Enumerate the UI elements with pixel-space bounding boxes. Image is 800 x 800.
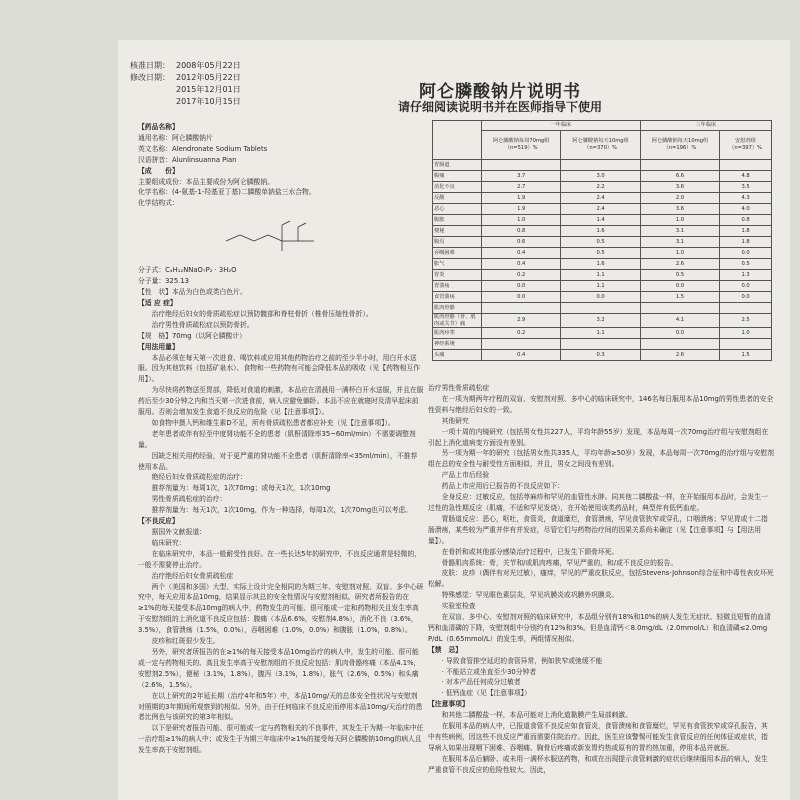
- table-cell: [640, 160, 719, 171]
- row-label: 胃溃疡: [433, 281, 482, 292]
- table-cell: 3.6: [640, 182, 719, 193]
- table-cell: 3.5: [720, 182, 772, 193]
- structure-label: 化学结构式：: [138, 199, 179, 208]
- table-row: [433, 350, 772, 361]
- caution-paragraph: 和其他二膦酸盐一样，本品可能对上消化道黏膜产生局部刺激。: [441, 711, 632, 720]
- table-row: [433, 328, 772, 339]
- revision-row: [130, 72, 241, 84]
- group-one-year: 一年临床: [482, 121, 641, 131]
- table-cell: 1.0: [720, 328, 772, 339]
- table-cell: [561, 303, 640, 314]
- molecular-formula: 分子式：C₄H₁₂NNaO₇P₂ · 3H₂O: [138, 266, 237, 275]
- row-label: 腹痛: [433, 171, 482, 182]
- row-label: 便秘: [433, 226, 482, 237]
- table-cell: 1.3: [720, 270, 772, 281]
- revision-date: 2017年10月15日: [176, 97, 241, 106]
- male-section-head: 治疗男性骨质疏松症: [428, 384, 490, 392]
- table-cell: [561, 339, 640, 350]
- usage-paragraph: 如食物中摄入钙和维生素D不足，所有骨质疏松患者都应补充（见【注意事项】）。: [151, 418, 395, 427]
- adverse-paragraph: 另外，研究者所报告的在≥1%的每天接受本品10mg治疗的病人中，发生的可能、很可能或一定与药物相关的、高且发生率高于安慰剂组的不良反应包括：肌肉骨骼疼痛（本品4.1%，安慰剂2.5%），便秘（3.1%，1.8%），腹泻（3.1%，1.8%），胀气（2.6%，0.5%）和头痛（2.6%，1.5%）。: [138, 647, 421, 689]
- table-cell: 1.0: [482, 215, 561, 226]
- adverse-paragraph: 据国外文献报道：: [151, 528, 206, 536]
- section-spec: 【规 格】70mg（以阿仑膦酸计）: [138, 331, 246, 340]
- col-header-daily10-a: 阿仑膦酸钠每天10mg组（n=370）%: [561, 131, 640, 160]
- section-caution: 【注意事项】: [428, 700, 469, 709]
- table-header-row: [433, 131, 772, 160]
- row-label: 肌肉痉挛: [433, 328, 482, 339]
- table-cell: 1.8: [720, 237, 772, 248]
- table-cell: 0.5: [561, 237, 640, 248]
- table-row: [433, 237, 772, 248]
- group-three-year: 三年临床: [640, 121, 771, 131]
- revision-label: [130, 84, 176, 96]
- table-row: [433, 193, 772, 204]
- table-cell: 1.5: [720, 350, 772, 361]
- table-row: [433, 281, 772, 292]
- usage-paragraph: 为尽快将药物送至胃部，降低对食道的刺激，本品应在清晨用一满杯白开水送服，并且在服药后至少30分钟之内和当天第一次进食前，病人应避免躺卧。本品不应在就寝时及清早起床前服用。否则会增加发生食道不良反应的危险（见【注意事项】）。: [138, 386, 424, 417]
- table-cell: 1.9: [482, 193, 561, 204]
- row-label: 腹胀: [433, 215, 482, 226]
- section-adverse: 【不良反应】: [138, 517, 179, 526]
- taboo-item: [428, 667, 774, 678]
- col-header-daily10-b: 阿仑膦酸钠每天10mg组（n=196）%: [640, 131, 719, 160]
- document-title: 阿仑膦酸钠片说明书: [419, 82, 581, 102]
- table-cell: 0.5: [720, 259, 772, 270]
- table-cell: 2.9: [482, 314, 561, 328]
- table-cell: 0.4: [482, 259, 561, 270]
- table-cell: 3.2: [561, 314, 640, 328]
- row-label: 吞咽困难: [433, 248, 482, 259]
- table-cell: [482, 339, 561, 350]
- adverse-paragraph: 在以上研究的2年延长期（治疗4年和5年）中，本品10mg/天的总体安全性状况与安慰剂对照期的3年期间所观察到的相似。另外，由于任何临床不良反应而停用本品10mg/天治疗的患者比例也与该研究的第3年相似。: [138, 691, 423, 722]
- table-cell: [720, 339, 772, 350]
- section-taboo: 【禁 忌】: [428, 645, 462, 654]
- table-cell: 0.5: [640, 270, 719, 281]
- row-label: 反酸: [433, 193, 482, 204]
- adverse-paragraph: 皮疹和红斑很少发生。: [151, 637, 220, 646]
- row-label: 腹泻: [433, 237, 482, 248]
- revision-row: [130, 84, 241, 96]
- bullet-icon: ·: [441, 678, 446, 687]
- right-paragraph: 实验室检查: [441, 602, 476, 611]
- right-paragraph: 在双盲、多中心、安慰剂对照的临床研究中，本品组分别有18%和10%的病人发生无症状、轻微且短暂的血清钙和血清磷的下降，安慰剂组中分别约有12%和3%。但是血清钙＜8.0mg/dL（2.0mmol/L）和血清磷≤2.0mg P/dL（0.65mmol/L）的发生率，两组情况相似。: [428, 613, 771, 643]
- right-paragraph: 皮肤：皮疹（偶伴有对光过敏），瘙痒，罕见的严重皮肤反应，包括Stevens-Johnson综合征和中毒性表皮坏死松解。: [428, 569, 774, 589]
- right-paragraph: 全身反应：过敏反应，包括荨麻疹和罕见的血管性水肿。同其他二膦酸盐一样，在开始服用本品时，会发生一过性的急性期反应（肌痛，不适和罕见发烧），在开始使用该类药品时，典型伴有低钙血症。: [428, 493, 768, 512]
- table-cell: 2.2: [561, 182, 640, 193]
- bullet-icon: ·: [441, 689, 446, 698]
- right-paragraph: 一项十周的内镜研究（包括男女性共227人，平均年龄55岁）发现，本品每周一次70mg治疗组与安慰剂组在引起上消化道病变方面没有差别。: [428, 427, 769, 447]
- row-label: 胃肠道: [433, 160, 482, 171]
- table-cell: [482, 160, 561, 171]
- col-header-placebo: 安慰剂组（n=397）%: [720, 131, 772, 160]
- usage-paragraph: 绝经后妇女骨质疏松症的治疗：: [151, 473, 247, 482]
- table-corner: [433, 121, 482, 160]
- table-cell: [640, 339, 719, 350]
- usage-paragraph: 老年患者或伴有轻至中度肾功能不全的患者（肌酐清除率35~60ml/min）不需要调整剂量。: [138, 429, 416, 449]
- row-label: 肌肉骨骼: [433, 303, 482, 314]
- row-label: 恶心: [433, 204, 482, 215]
- adverse-paragraph: 两个（美国和多国）大型、实际上设计完全相同的为期三年、安慰剂对照、双盲、多中心研究中，每天应用本品10mg，结果显示其总的安全性情况与安慰剂相似。研究者所报告的在≥1%的每天接受本品10mg的病人中，药物发生的可能、很可能或一定和药物相关且发生率高于安慰剂组的上消化道不良反应包括：腹痛（本品6.6%，安慰剂4.8%），消化不良（3.6%，3.5%），食管溃疡（1.5%，0.0%），吞咽困难（1.0%，0.0%）和腹胀（1.0%，0.8%）。: [138, 582, 424, 635]
- indication-item: 治疗绝经后妇女的骨质疏松症以预防髋部和脊柱骨折（椎骨压缩性骨折）。: [151, 309, 373, 318]
- table-row: [433, 248, 772, 259]
- bullet-icon: ·: [441, 656, 446, 665]
- revision-date: 2015年12月01日: [176, 85, 241, 94]
- taboo-item: [428, 656, 774, 667]
- table-cell: 1.0: [640, 215, 719, 226]
- table-row: [433, 303, 772, 314]
- table-cell: 4.3: [720, 193, 772, 204]
- table-cell: 0.3: [561, 350, 640, 361]
- caution-paragraph: 在服用本品的病人中，已报道食管不良反应如食管炎，食管溃疡和食管糜烂，罕见有食管狭窄或穿孔报告，其中有些病例，因这些不良反应严重而需要住院治疗。因此，医生应该警惕可能发生食管反应的任何体征或症状，指导病人如果出现咽下困难、吞咽痛、胸骨后疼痛或新发胃灼热或原有的胃灼热加重，停用本品并就医。: [428, 722, 768, 752]
- bullet-icon: ·: [441, 667, 446, 676]
- table-cell: 4.8: [720, 171, 772, 182]
- table-cell: 0.0: [561, 292, 640, 303]
- row-label: 食管溃疡: [433, 292, 482, 303]
- usage-paragraph: 本品必须在每天第一次进食、喝饮料或应用其他药物治疗之前的至少半小时，用白开水送服。因为其他饮料（包括矿泉水）、食物和一些药物有可能会降低本品的吸收（见【药物相互作用】）。: [138, 353, 421, 384]
- table-cell: 3.7: [482, 171, 561, 182]
- right-paragraph: 骨骼肌肉系统：骨，关节和/或肌肉疼痛，罕见严重的，和/或不良反应的报告。: [441, 558, 678, 567]
- table-row: [433, 292, 772, 303]
- right-paragraph: 其他研究: [441, 416, 469, 425]
- chemical-structure-diagram: [218, 215, 328, 255]
- table-cell: 1.6: [561, 259, 640, 270]
- revision-label: [130, 96, 176, 108]
- table-cell: 3.1: [640, 226, 719, 237]
- table-row: [433, 215, 772, 226]
- table-cell: 1.1: [561, 270, 640, 281]
- table-cell: 0.0: [640, 328, 719, 339]
- adverse-paragraph: 以下是研究者报告可能、很可能或一定与药物相关的不良事件，其发生于为期一年临床中任一治疗组≥1%的病人中；或发生于为期三年临床中≥1%的接受每天阿仑膦酸钠10mg的病人且发生率高于安慰剂组。: [138, 724, 424, 755]
- revision-label: 核准日期：: [130, 61, 170, 70]
- table-row: [433, 270, 772, 281]
- table-cell: 0.8: [720, 215, 772, 226]
- col-header-weekly70: 阿仑膦酸钠每周70mg组（n=519）%: [482, 131, 561, 160]
- table-cell: 1.1: [561, 281, 640, 292]
- table-cell: 3.1: [640, 237, 719, 248]
- usage-paragraph: 推荐剂量为：每周1次，1次70mg；或每天1次，1次10mg: [151, 484, 331, 493]
- table-cell: 2.4: [561, 193, 640, 204]
- table-cell: 1.6: [561, 226, 640, 237]
- table-cell: 6.6: [640, 171, 719, 182]
- section-drug-name: 【药品名称】: [138, 123, 179, 131]
- table-cell: 1.9: [482, 204, 561, 215]
- table-row: [433, 182, 772, 193]
- adverse-events-table: [432, 120, 772, 361]
- table-row: [433, 204, 772, 215]
- right-paragraph: 特殊感觉：罕见眼色素层炎，罕见巩膜炎或巩膜外巩膜炎。: [441, 591, 619, 600]
- table-cell: 0.0: [482, 292, 561, 303]
- table-cell: 0.0: [720, 292, 772, 303]
- taboo-list: [428, 656, 774, 700]
- taboo-text: 低钙血症（见【注意事项】）: [445, 689, 531, 698]
- table-cell: 2.4: [561, 204, 640, 215]
- table-cell: 0.0: [720, 248, 772, 259]
- adverse-paragraph: 临床研究：: [151, 538, 186, 547]
- usage-text: [138, 353, 424, 517]
- table-cell: 0.5: [561, 248, 640, 259]
- english-name: 英文名称：Alendronate Sodium Tablets: [138, 144, 268, 153]
- taboo-text: 对本产品任何成分过敏者: [445, 678, 521, 687]
- caution-paragraph: 在服用本品后躺卧、或未用一满杯水服送药物，和或在出现提示食管刺激的症状后继续服用本品的病人，发生严重食管不良反应的危险性较大。因此，: [428, 754, 768, 774]
- section-usage: 【用法用量】: [138, 342, 179, 351]
- structure-svg: [218, 215, 328, 255]
- table-cell: 0.4: [482, 350, 561, 361]
- table-cell: 1.0: [640, 248, 719, 259]
- table-cell: 3.6: [640, 204, 719, 215]
- usage-paragraph: 推荐剂量为：每天1次，1次10mg，作为一种选择，每周1次，1次70mg也可以考虑。: [151, 506, 412, 515]
- right-paragraph: 另一项为期一年的研究（包括男女性共335人，平均年龄≥50岁）发现，本品每周一次70mg的治疗组与安慰剂组在总的安全性与耐受性方面相似，并且，男女之间没有差别。: [428, 449, 774, 469]
- table-row: [433, 259, 772, 270]
- taboo-text: 不能站立或坐直至少30分钟者: [445, 667, 537, 676]
- table-cell: 0.0: [640, 281, 719, 292]
- usage-paragraph: 因缺乏相关用药经验，对于更严重的肾功能不全患者（肌酐清除率<35ml/min），不推荐使用本品。: [138, 451, 418, 471]
- right-column: [428, 383, 774, 776]
- row-label: 神经系统: [433, 339, 482, 350]
- revision-label: 修改日期：: [130, 73, 170, 82]
- revision-dates: [130, 60, 241, 108]
- row-label: 胃炎: [433, 270, 482, 281]
- left-column: [138, 122, 424, 756]
- table-row: [433, 314, 772, 328]
- table-cell: 1.5: [640, 292, 719, 303]
- adverse-events-table-wrap: [432, 120, 772, 361]
- table-row: [433, 171, 772, 182]
- table-row: [433, 160, 772, 171]
- right-paragraph: 胃肠道反应：恶心，呕吐，食管炎，食道糜烂，食管溃疡，罕见食管狭窄或穿孔，口咽溃疡；罕见胃或十二指肠溃疡，某些较为严重并伴有并发症，尽管它们与药物治疗间的因果关系尚未确定（见【注意事项】与【用法用量】）。: [428, 514, 768, 545]
- pinyin-name: 汉语拼音：Alunlinsuanna Pian: [138, 155, 237, 164]
- row-label: 胀气: [433, 259, 482, 270]
- molecular-weight: 分子量：325.13: [138, 277, 189, 286]
- section-properties: 【性 状】本品为白色或类白色片。: [138, 288, 247, 297]
- indications-list: [138, 309, 424, 331]
- right-paragraph: 药品上市应用后已报告的不良反应如下：: [441, 482, 564, 491]
- table-cell: 4.0: [720, 204, 772, 215]
- table-cell: 0.0: [720, 281, 772, 292]
- taboo-text: 导致食管排空延迟的食管异常，例如狭窄或弛缓不能: [445, 656, 603, 665]
- document-subtitle: 请仔细阅读说明书并在医师指导下使用: [397, 100, 602, 114]
- adverse-text: [138, 527, 424, 756]
- table-cell: 0.0: [482, 281, 561, 292]
- table-cell: 1.4: [561, 215, 640, 226]
- row-label: 头痛: [433, 350, 482, 361]
- row-label: 肌肉骨骼（骨、肌肉或关节）痛: [433, 314, 482, 328]
- table-cell: 0.6: [482, 237, 561, 248]
- table-group-row: [433, 121, 772, 131]
- indication-item: 治疗男性骨质疏松症以预防骨折。: [151, 320, 254, 329]
- table-cell: 2.7: [482, 182, 561, 193]
- revision-row: [130, 96, 241, 108]
- usage-paragraph: 男性骨质疏松症的治疗：: [151, 495, 227, 504]
- table-cell: 0.8: [482, 226, 561, 237]
- table-cell: 4.1: [640, 314, 719, 328]
- taboo-item: [428, 688, 774, 699]
- table-cell: 3.0: [561, 171, 640, 182]
- composition-text: 主要组成成份：本品主要成份为阿仑膦酸钠。: [138, 177, 274, 186]
- table-cell: [561, 160, 640, 171]
- revision-date: 2012年05月22日: [176, 73, 241, 82]
- table-row: [433, 226, 772, 237]
- section-indications: 【适 应 症】: [138, 298, 177, 307]
- right-paragraphs: [428, 394, 774, 645]
- table-cell: 2.0: [640, 193, 719, 204]
- table-cell: 1.1: [561, 328, 640, 339]
- adverse-paragraph: 治疗绝经后妇女骨质疏松症: [151, 571, 234, 580]
- table-cell: [720, 303, 772, 314]
- chemical-name: 化学名称：(4-氨基-1-羟基亚丁基)二膦酸单钠盐三水合物。: [138, 188, 316, 197]
- table-cell: [482, 303, 561, 314]
- generic-name: 通用名称：阿仑膦酸钠片: [138, 133, 213, 142]
- table-cell: [720, 160, 772, 171]
- table-cell: [640, 303, 719, 314]
- caution-text: [428, 710, 774, 775]
- section-composition: 【成 份】: [138, 166, 179, 175]
- taboo-item: [428, 677, 774, 688]
- table-row: [433, 339, 772, 350]
- right-paragraph: 在一项为期两年疗程的双盲、安慰剂对照、多中心的临床研究中，146名每日服用本品10mg的男性患者的安全性资料与绝经后妇女的一致。: [428, 394, 774, 414]
- revision-date: 2008年05月22日: [176, 61, 241, 70]
- right-paragraph: 在骨折和或其他部分感染治疗过程中，已发生下颌骨坏死。: [441, 547, 619, 556]
- adverse-paragraph: 在临床研究中，本品一般耐受性良好。在一些长达5年的研究中，不良反应通常是轻微的，一般不需要停止治疗。: [138, 549, 421, 569]
- table-cell: 2.6: [640, 259, 719, 270]
- table-cell: 0.2: [482, 270, 561, 281]
- right-paragraph: 产品上市后经验: [441, 471, 490, 480]
- table-cell: 2.5: [720, 314, 772, 328]
- row-label: 消化不良: [433, 182, 482, 193]
- table-cell: 1.8: [720, 226, 772, 237]
- table-cell: 2.6: [640, 350, 719, 361]
- table-cell: 0.4: [482, 248, 561, 259]
- table-cell: 0.2: [482, 328, 561, 339]
- revision-row: [130, 60, 241, 72]
